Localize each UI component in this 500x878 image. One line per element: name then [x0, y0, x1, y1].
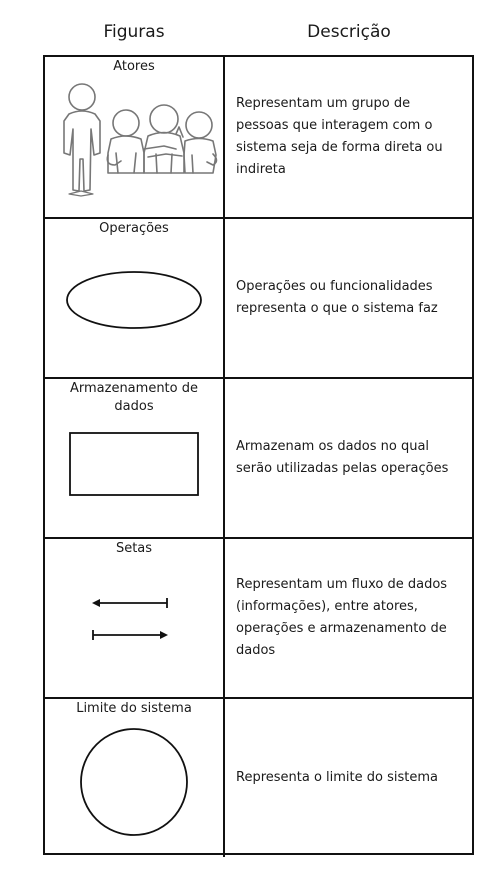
table-row-actors — [45, 57, 472, 217]
actors-group-icon — [45, 57, 223, 215]
legend-table — [43, 55, 474, 855]
figure-cell — [45, 57, 225, 217]
figure-label: Setas — [115, 541, 153, 556]
figure-cell — [45, 219, 225, 377]
table-row-data-storage — [45, 377, 472, 537]
description-cell: Operações ou funcionalidades representa o que o sistema faz — [236, 279, 438, 316]
figure-cell — [45, 539, 225, 697]
description-cell: Representa o limite do sistema — [236, 770, 438, 785]
description-cell: Representam um fluxo de dados (informações), entre atores, operações e armazenamento de dados — [236, 577, 448, 658]
figure-label: Operações — [99, 221, 169, 236]
table-row-operations — [45, 217, 472, 377]
circle-shape — [45, 699, 223, 857]
figure-cell — [45, 699, 225, 857]
rectangle-shape — [45, 379, 223, 537]
table-row-arrows — [45, 537, 472, 697]
figure-label: Atores — [113, 59, 155, 74]
table-row-system-boundary — [45, 697, 472, 857]
ellipse-shape — [45, 219, 223, 377]
figure-label: Armazenamento de dados — [69, 381, 198, 414]
description-cell: Armazenam os dados no qual serão utilizadas pelas operações — [236, 439, 449, 476]
figure-cell — [45, 379, 225, 537]
figure-label: Limite do sistema — [76, 701, 192, 716]
description-cell: Representam um grupo de pessoas que interagem com o sistema seja de forma direta ou indireta — [236, 96, 443, 177]
arrows-icon — [45, 539, 223, 697]
description-column-header: Descrição — [307, 22, 391, 42]
figures-column-header: Figuras — [103, 22, 165, 42]
